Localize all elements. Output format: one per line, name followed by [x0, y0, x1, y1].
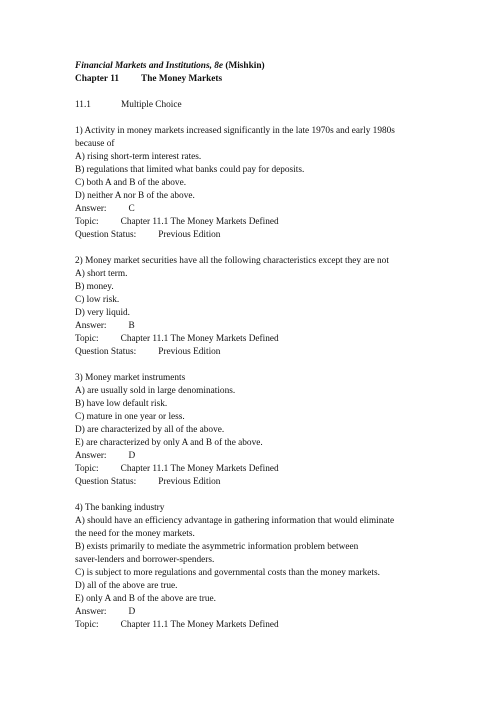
answer-line	[75, 606, 475, 619]
question-stem-line: because of	[75, 139, 115, 149]
topic-value: Chapter 11.1 The Money Markets Defined	[120, 620, 279, 630]
status-value: Previous Edition	[158, 347, 221, 357]
answer-option: A) are usually sold in large denominations.	[75, 386, 236, 396]
answer-option: D) very liquid.	[75, 308, 130, 318]
question-3	[75, 372, 475, 489]
book-header	[75, 60, 475, 73]
answer-option: C) mature in one year or less.	[75, 412, 185, 422]
spacer	[75, 112, 475, 125]
answer-option: B) exists primarily to mediate the asymmetric information problem between	[75, 542, 359, 552]
question-stem-line: 1) Activity in money markets increased significantly in the late 1970s and early 1980s	[75, 126, 395, 136]
spacer	[75, 86, 475, 99]
topic-line	[75, 619, 475, 632]
question-1	[75, 125, 475, 242]
answer-option: D) are characterized by all of the above.	[75, 425, 225, 435]
spacer	[75, 489, 475, 502]
answer-option: D) all of the above are true.	[75, 581, 178, 591]
answer-option: E) are characterized by only A and B of the above.	[75, 438, 263, 448]
answer-label: Answer:	[75, 204, 107, 214]
status-value: Previous Edition	[158, 230, 221, 240]
chapter-title: The Money Markets	[141, 74, 223, 84]
topic-line	[75, 216, 475, 229]
answer-line	[75, 320, 475, 333]
document-page	[75, 60, 475, 632]
book-author: (Mishkin)	[225, 61, 265, 71]
answer-label: Answer:	[75, 607, 107, 617]
section-number: 11.1	[75, 100, 91, 110]
answer-option: C) is subject to more regulations and governmental costs than the money markets.	[75, 568, 380, 578]
chapter-header	[75, 73, 475, 86]
status-line	[75, 346, 475, 359]
answer-option: saver-lenders and borrower-spenders.	[75, 555, 215, 565]
section-title: Multiple Choice	[120, 100, 182, 110]
status-label: Question Status:	[75, 477, 137, 487]
status-label: Question Status:	[75, 230, 137, 240]
answer-option: the need for the money markets.	[75, 529, 195, 539]
question-stem-line: 3) Money market instruments	[75, 373, 186, 383]
answer-option: B) have low default risk.	[75, 399, 168, 409]
topic-value: Chapter 11.1 The Money Markets Defined	[120, 334, 279, 344]
answer-option: E) only A and B of the above are true.	[75, 594, 216, 604]
topic-value: Chapter 11.1 The Money Markets Defined	[120, 464, 279, 474]
question-4	[75, 502, 475, 632]
question-stem-line: 4) The banking industry	[75, 503, 165, 513]
status-line	[75, 476, 475, 489]
section-heading	[75, 99, 475, 112]
question-stem-line: 2) Money market securities have all the following characteristics except they are not	[75, 256, 389, 266]
answer-value: D	[128, 607, 136, 617]
answer-option: B) regulations that limited what banks could pay for deposits.	[75, 165, 305, 175]
status-line	[75, 229, 475, 242]
status-value: Previous Edition	[158, 477, 221, 487]
book-title: Financial Markets and Institutions, 8e	[75, 61, 224, 71]
answer-value: D	[128, 451, 136, 461]
answer-value: C	[128, 204, 135, 214]
topic-line	[75, 333, 475, 346]
answer-option: A) rising short-term interest rates.	[75, 152, 202, 162]
answer-option: A) should have an efficiency advantage in gathering information that would eliminate	[75, 516, 395, 526]
answer-label: Answer:	[75, 451, 107, 461]
answer-value: B	[128, 321, 135, 331]
topic-label: Topic:	[75, 620, 99, 630]
spacer	[75, 242, 475, 255]
topic-value: Chapter 11.1 The Money Markets Defined	[120, 217, 279, 227]
answer-option: B) money.	[75, 282, 114, 292]
topic-label: Topic:	[75, 464, 99, 474]
topic-label: Topic:	[75, 334, 99, 344]
answer-option: C) both A and B of the above.	[75, 178, 187, 188]
answer-label: Answer:	[75, 321, 107, 331]
status-label: Question Status:	[75, 347, 137, 357]
question-2	[75, 255, 475, 359]
topic-line	[75, 463, 475, 476]
answer-line	[75, 203, 475, 216]
answer-option: A) short term.	[75, 269, 128, 279]
answer-option: C) low risk.	[75, 295, 120, 305]
spacer	[75, 359, 475, 372]
chapter-label: Chapter 11	[75, 74, 119, 84]
topic-label: Topic:	[75, 217, 99, 227]
answer-line	[75, 450, 475, 463]
answer-option: D) neither A nor B of the above.	[75, 191, 195, 201]
